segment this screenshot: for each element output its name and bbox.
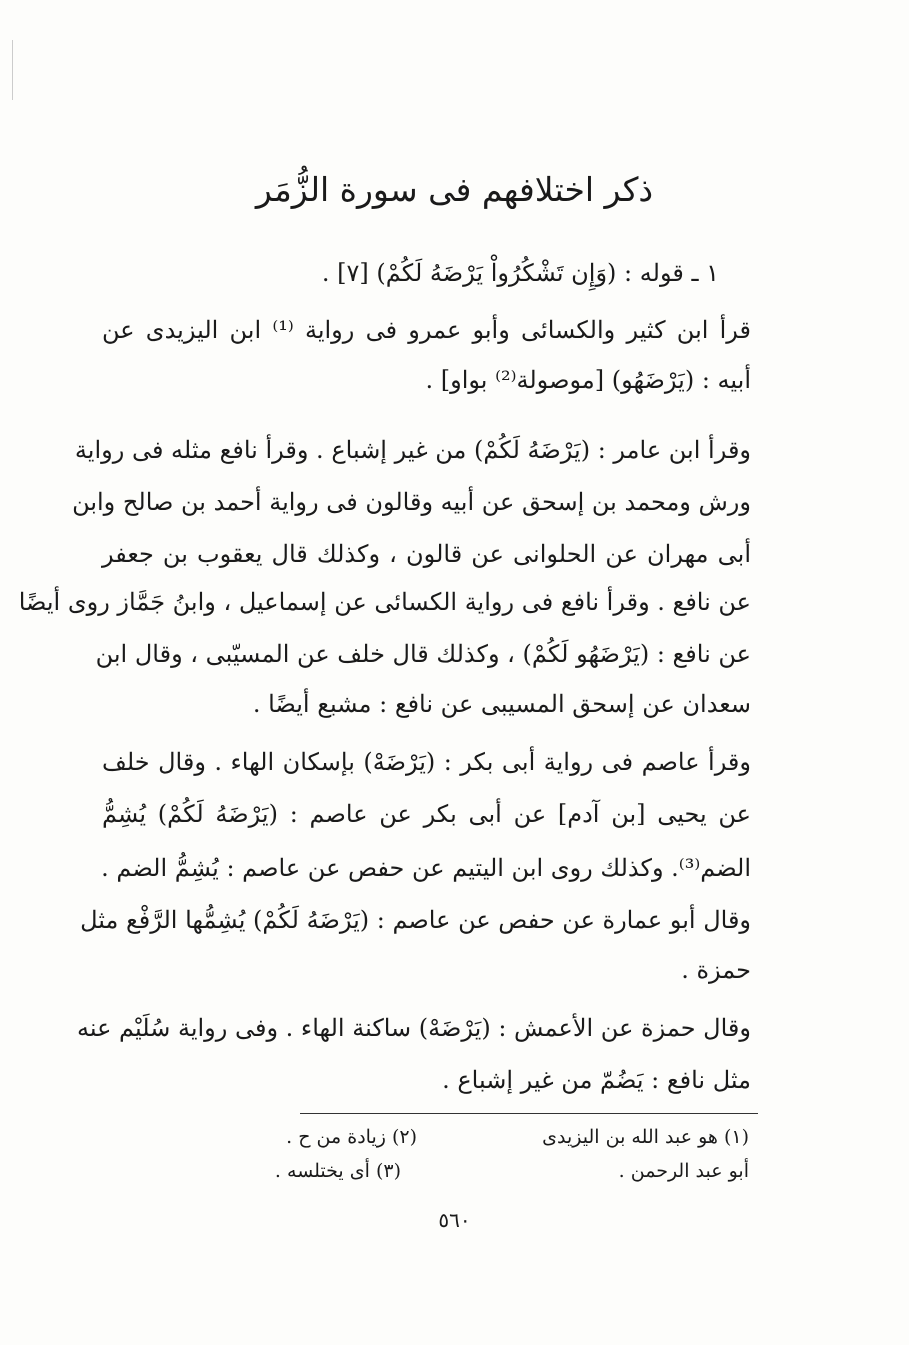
chapter-heading: ذكر اختلافهم فى سورة الزُّمَر — [255, 170, 654, 209]
text-line: عن نافع : (يَرْضَهُو لَكُمْ) ، وكذلك قال خلف عن المسيّبى ، وقال ابن — [95, 640, 751, 668]
footnote-2: (٢) زيادة من ح . — [286, 1126, 417, 1148]
footnote-divider — [300, 1113, 758, 1114]
page-number: ٥٦٠ — [438, 1208, 471, 1232]
text-line: سعدان عن إسحق المسيبى عن نافع : مشبع أيضًا . — [252, 690, 751, 718]
text-line: ورش ومحمد بن إسحق عن أبيه وقالون فى رواية أحمد بن صالح وابن — [72, 488, 751, 516]
text-line: عن نافع . وقرأ نافع فى رواية الكسائى عن إسماعيل ، وابنُ جَمَّاز روى أيضًا — [18, 588, 751, 616]
text-line: حمزة . — [681, 956, 751, 984]
footnote-1: (١) هو عبد الله بن اليزيدى — [542, 1126, 749, 1148]
text-line: وقال حمزة عن الأعمش : (يَرْضَهْ) ساكنة الهاء . وفى رواية سُلَيْم عنه — [77, 1014, 751, 1042]
text-line: أبيه : (يَرْضَهُو) [موصولة⁽²⁾ بواو] . — [425, 366, 751, 394]
margin-mark — [12, 40, 13, 100]
text-line: مثل نافع : يَضُمّ من غير إشباع . — [442, 1066, 751, 1094]
footnote-1-cont: أبو عبد الرحمن . — [618, 1160, 749, 1182]
text-line: أبى مهران عن الحلوانى عن قالون ، وكذلك قال يعقوب بن جعفر — [102, 540, 751, 568]
text-line: الضم⁽³⁾. وكذلك روى ابن اليتيم عن حفص عن عاصم : يُشِمُّ الضم . — [101, 854, 751, 882]
text-line: قرأ ابن كثير والكسائى وأبو عمرو فى رواية ⁽¹⁾ ابن اليزيدى عن — [102, 316, 752, 344]
text-line: وقرأ ابن عامر : (يَرْضَهُ لَكُمْ) من غير إشباع . وقرأ نافع مثله فى رواية — [74, 436, 751, 464]
footnote-3: (٣) أى يختلسه . — [274, 1160, 401, 1182]
verse-item-1: ١ ـ قوله : (وَإِن تَشْكُرُواْ يَرْضَهُ لَكُمْ) [٧] . — [321, 259, 719, 287]
text-line: وقرأ عاصم فى رواية أبى بكر : (يَرْضَهْ) بإسكان الهاء . وقال خلف — [102, 748, 751, 776]
text-line: عن يحيى [بن آدم] عن أبى بكر عن عاصم : (يَرْضَهُ لَكُمْ) يُشِمُّ — [102, 800, 751, 828]
text-line: وقال أبو عمارة عن حفص عن عاصم : (يَرْضَهُ لَكُمْ) يُشِمُّها الرَّفْع مثل — [80, 906, 751, 934]
